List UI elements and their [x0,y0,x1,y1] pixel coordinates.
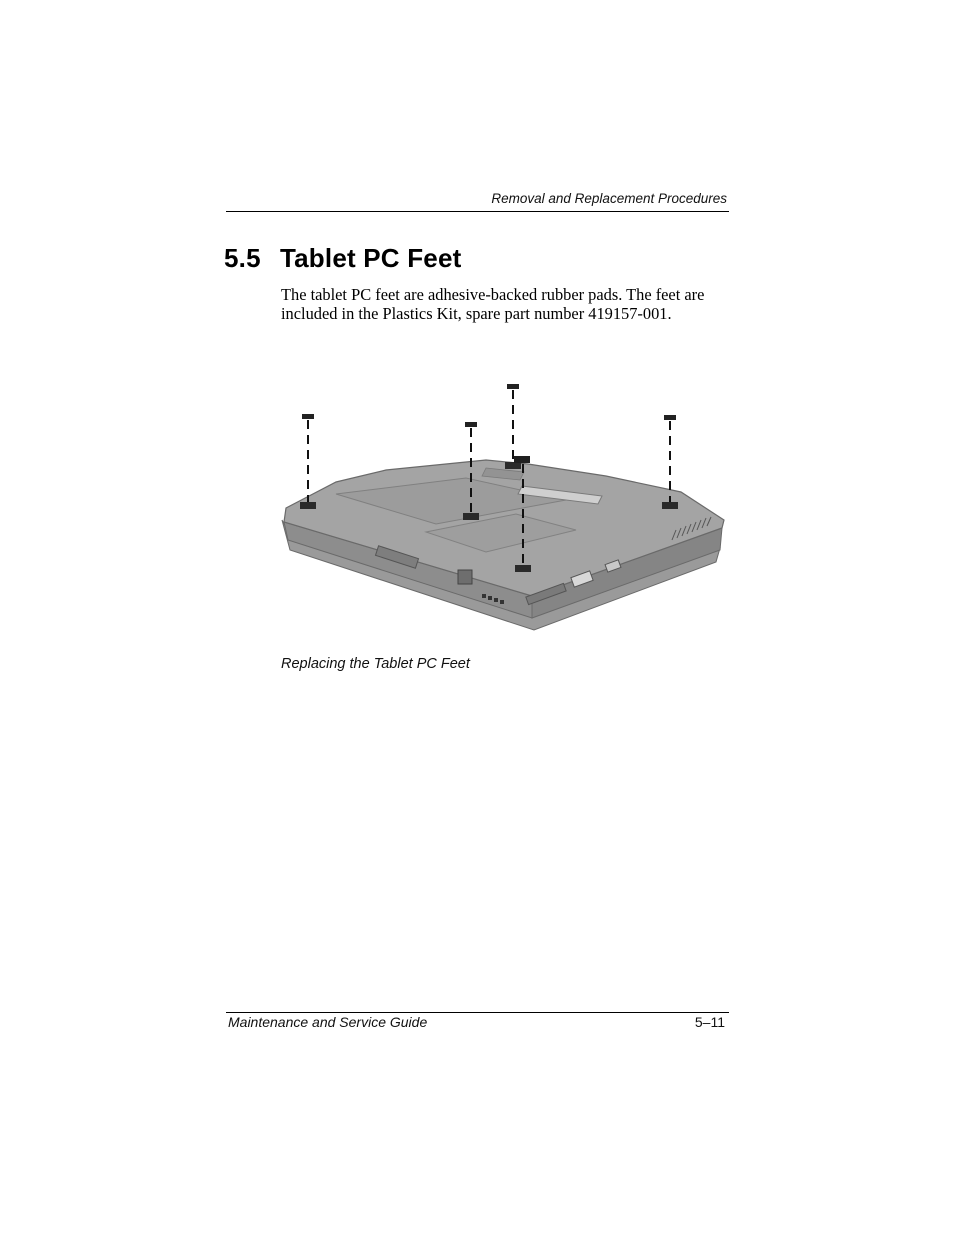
rubber-foot [514,456,530,463]
footer-page-number: 5–11 [694,1014,725,1030]
foot-mount-recess [505,462,521,469]
foot-mount-recess [463,513,479,520]
foot-mount-recess [662,502,678,509]
front-badge [458,570,472,584]
figure-caption: Replacing the Tablet PC Feet [281,656,470,672]
rubber-foot [664,415,676,420]
section-title: Tablet PC Feet [280,243,462,273]
tablet-underside-drawing [276,372,736,634]
section-heading [224,243,461,274]
foot-mount-recess [515,565,531,572]
foot-mount-recess [300,502,316,509]
footer-guide-title: Maintenance and Service Guide [228,1014,428,1030]
header-rule [226,211,729,212]
rubber-foot [507,384,519,389]
section-number: 5.5 [224,243,261,273]
running-header: Removal and Replacement Procedures [491,191,727,206]
rubber-foot [302,414,314,419]
footer-rule [226,1012,729,1013]
section-body-text: The tablet PC feet are adhesive-backed rubber pads. The feet are included in the Plastics Kit, spare part number 419157-001. [281,285,705,323]
tablet-feet-illustration [276,372,736,634]
rubber-foot [465,422,477,427]
